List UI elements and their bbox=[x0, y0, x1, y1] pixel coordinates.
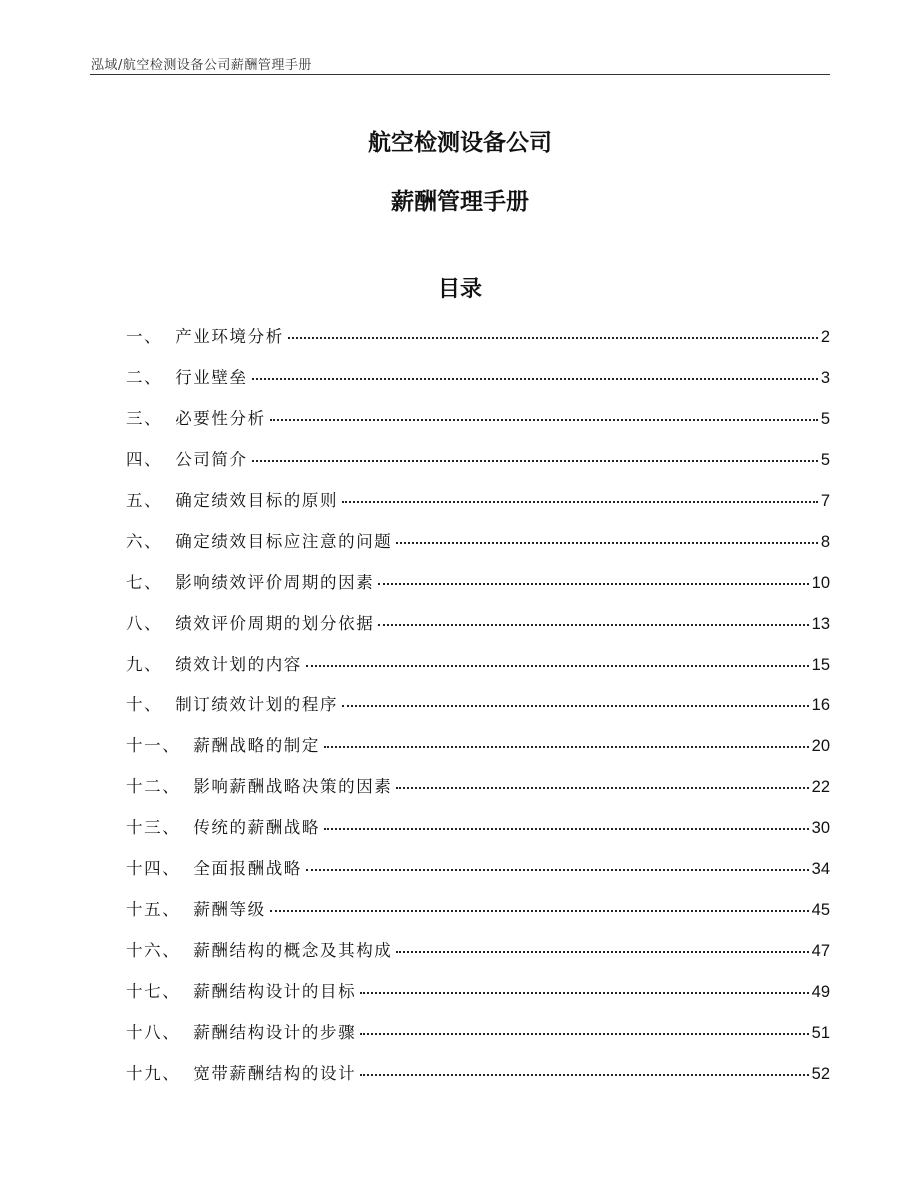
header-divider bbox=[90, 74, 830, 75]
toc-entry[interactable] bbox=[126, 610, 830, 651]
toc-entry-number: 十二、 bbox=[126, 777, 181, 797]
toc-entry-number: 八、 bbox=[126, 613, 163, 633]
toc-entry[interactable] bbox=[126, 446, 830, 487]
toc-entry[interactable] bbox=[126, 732, 830, 773]
toc-entry-number: 十五、 bbox=[126, 900, 181, 920]
toc-entry-page: 49 bbox=[811, 983, 830, 1001]
company-title: 航空检测设备公司 bbox=[368, 130, 552, 156]
toc-dot-leader bbox=[342, 501, 818, 503]
toc-entry[interactable] bbox=[126, 773, 830, 814]
toc-entry-title: 传统的薪酬战略 bbox=[193, 818, 321, 838]
toc-entry-page: 47 bbox=[811, 942, 830, 961]
toc-entry-page: 2 bbox=[820, 328, 830, 346]
toc-dot-leader bbox=[396, 951, 808, 953]
toc-entry-page: 15 bbox=[811, 655, 830, 674]
toc-entry[interactable] bbox=[126, 651, 830, 692]
toc-entry-number: 五、 bbox=[126, 490, 163, 510]
toc-entry-page: 10 bbox=[811, 573, 830, 592]
toc-dot-leader bbox=[378, 583, 808, 585]
running-header: 泓域/航空检测设备公司薪酬管理手册 bbox=[91, 58, 312, 73]
toc-entry-title: 确定绩效目标应注意的问题 bbox=[175, 531, 393, 551]
toc-entry[interactable] bbox=[126, 569, 830, 610]
toc-entry[interactable] bbox=[126, 896, 830, 937]
toc-entry[interactable] bbox=[126, 978, 830, 1019]
toc-entry-title: 薪酬结构设计的目标 bbox=[193, 982, 357, 1001]
toc-entry-title: 行业壁垒 bbox=[175, 367, 248, 387]
toc-entry-title: 薪酬结构设计的步骤 bbox=[193, 1022, 357, 1042]
toc-entry[interactable] bbox=[126, 323, 830, 364]
toc-entry-number: 六、 bbox=[126, 531, 163, 551]
toc-entry-title: 确定绩效目标的原则 bbox=[175, 490, 339, 510]
toc-dot-leader bbox=[252, 460, 818, 462]
toc-entry-page: 8 bbox=[820, 532, 830, 551]
toc-dot-leader bbox=[378, 624, 808, 626]
toc-entry-number: 四、 bbox=[126, 449, 163, 469]
toc-entry-page: 16 bbox=[811, 696, 830, 715]
toc-entry-number: 九、 bbox=[126, 654, 163, 674]
toc-entry-number: 二、 bbox=[126, 367, 163, 387]
toc-dot-leader bbox=[324, 746, 809, 748]
toc-entry-number: 十八、 bbox=[126, 1022, 181, 1042]
toc-entry-title: 影响绩效评价周期的因素 bbox=[175, 572, 375, 592]
toc-entry[interactable] bbox=[126, 937, 830, 978]
toc-entry-number: 十四、 bbox=[126, 859, 181, 879]
document-title: 薪酬管理手册 bbox=[391, 189, 529, 215]
toc-dot-leader bbox=[306, 665, 809, 667]
toc-entry-title: 宽带薪酬结构的设计 bbox=[193, 1063, 357, 1083]
toc-entry-title: 全面报酬战略 bbox=[193, 859, 302, 879]
toc-entry-page: 52 bbox=[811, 1064, 830, 1083]
toc-dot-leader bbox=[396, 787, 808, 789]
toc-dot-leader bbox=[288, 337, 818, 339]
toc-entry-title: 产业环境分析 bbox=[175, 327, 284, 346]
toc-entry-title: 必要性分析 bbox=[175, 408, 266, 428]
toc-entry-title: 薪酬结构的概念及其构成 bbox=[193, 941, 393, 961]
toc-entry[interactable] bbox=[126, 691, 830, 732]
toc-entry-number: 十六、 bbox=[126, 941, 181, 961]
toc-entry-page: 20 bbox=[811, 737, 830, 756]
toc-entry-page: 13 bbox=[811, 614, 830, 633]
toc-entry-number: 三、 bbox=[126, 408, 163, 428]
toc-entry-number: 七、 bbox=[126, 572, 163, 592]
toc-heading: 目录 bbox=[437, 277, 482, 302]
toc-entry-number: 十一、 bbox=[126, 736, 181, 756]
toc-entry-page: 30 bbox=[811, 819, 830, 838]
toc-entry[interactable] bbox=[126, 405, 830, 446]
toc-dot-leader bbox=[360, 1074, 808, 1076]
toc-entry-title: 绩效评价周期的划分依据 bbox=[175, 613, 375, 633]
toc-dot-leader bbox=[360, 992, 808, 994]
toc-dot-leader bbox=[270, 419, 818, 421]
toc-entry[interactable] bbox=[126, 814, 830, 855]
toc-dot-leader bbox=[306, 869, 809, 871]
toc-entry-number: 十九、 bbox=[126, 1063, 181, 1083]
toc-dot-leader bbox=[396, 542, 817, 544]
toc-entry-page: 3 bbox=[820, 368, 830, 387]
toc-entry-page: 34 bbox=[811, 860, 830, 879]
toc-entry-number: 十三、 bbox=[126, 818, 181, 838]
toc-entry-page: 7 bbox=[820, 491, 830, 510]
toc-entry[interactable] bbox=[126, 1060, 830, 1101]
toc-entry-title: 影响薪酬战略决策的因素 bbox=[193, 777, 393, 797]
toc-dot-leader bbox=[270, 910, 809, 912]
toc-entry-page: 22 bbox=[811, 778, 830, 797]
table-of-contents bbox=[126, 323, 830, 1101]
toc-dot-leader bbox=[360, 1033, 808, 1035]
toc-entry[interactable] bbox=[126, 528, 830, 569]
toc-entry-title: 制订绩效计划的程序 bbox=[175, 695, 339, 715]
toc-entry-number: 一、 bbox=[126, 327, 163, 346]
toc-dot-leader bbox=[252, 378, 818, 380]
toc-entry[interactable] bbox=[126, 364, 830, 405]
toc-entry[interactable] bbox=[126, 855, 830, 896]
toc-entry-title: 薪酬等级 bbox=[193, 900, 266, 920]
toc-entry-page: 45 bbox=[811, 901, 830, 920]
toc-entry-page: 51 bbox=[811, 1023, 830, 1042]
toc-dot-leader bbox=[324, 828, 809, 830]
toc-entry-title: 薪酬战略的制定 bbox=[193, 736, 321, 756]
toc-entry-number: 十、 bbox=[126, 695, 163, 715]
toc-entry-page: 5 bbox=[820, 409, 830, 428]
toc-dot-leader bbox=[342, 705, 809, 707]
toc-entry-title: 绩效计划的内容 bbox=[175, 654, 302, 674]
toc-entry[interactable] bbox=[126, 487, 830, 528]
toc-entry[interactable] bbox=[126, 1019, 830, 1060]
toc-entry-number: 十七、 bbox=[126, 982, 181, 1001]
toc-entry-page: 5 bbox=[820, 450, 830, 469]
toc-entry-title: 公司简介 bbox=[175, 449, 248, 469]
